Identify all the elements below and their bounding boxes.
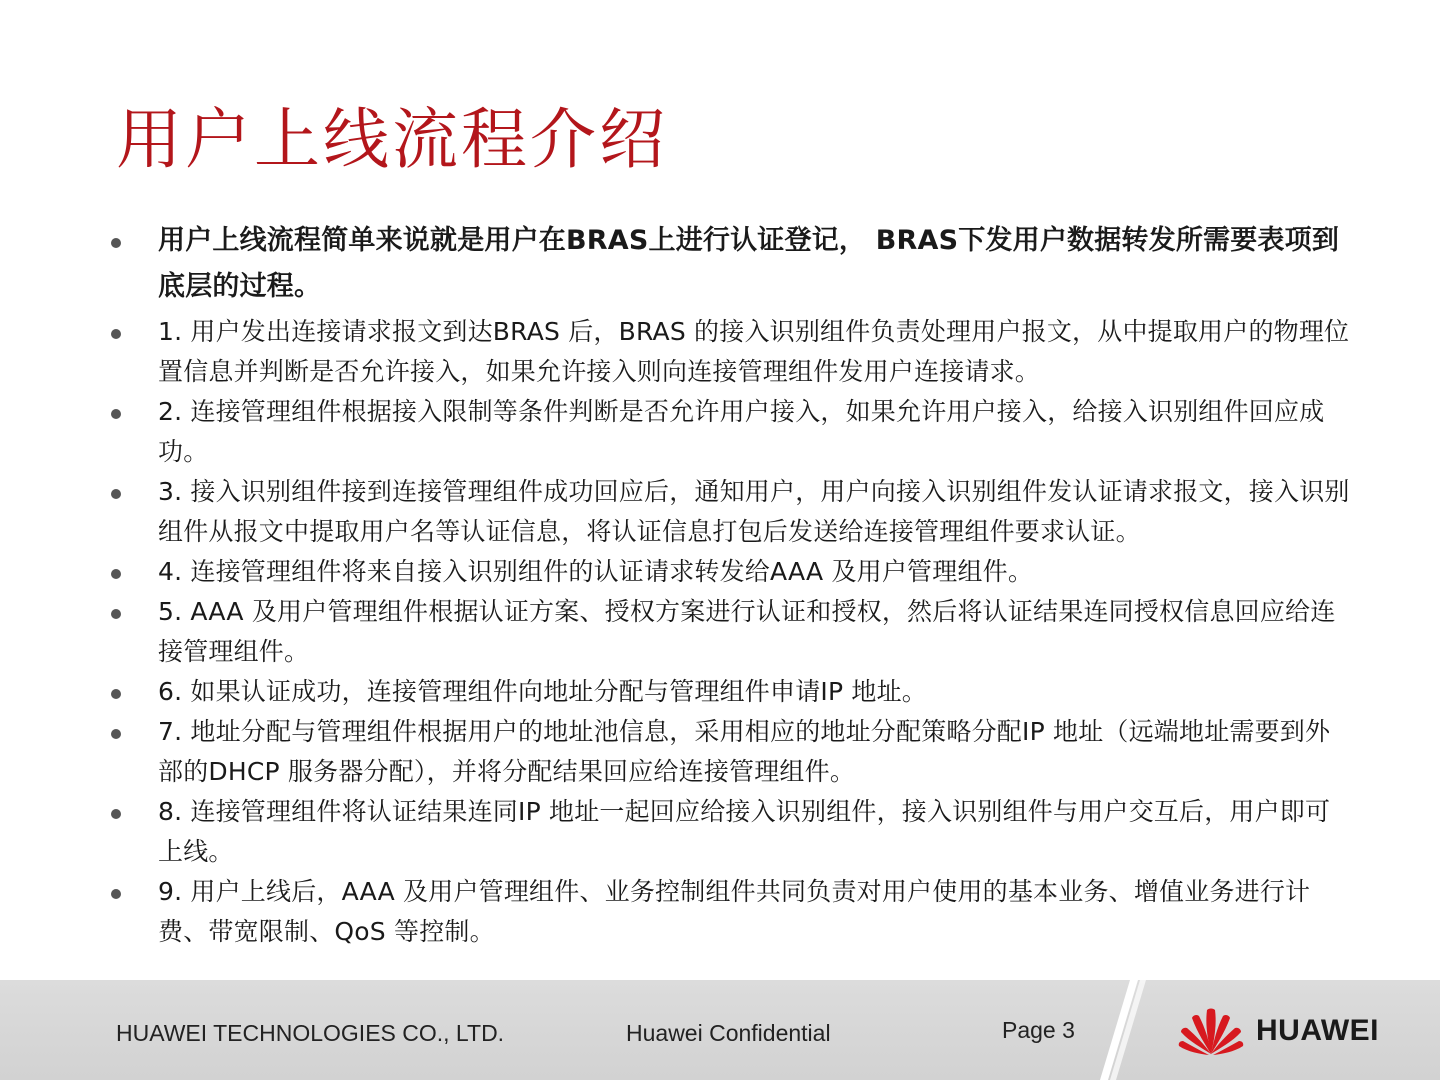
bullet-summary: 用户上线流程简单来说就是用户在BRAS上进行认证登记， BRAS下发用户数据转发所需要表项到底层的过程。	[104, 218, 1354, 310]
slide-footer	[0, 980, 1440, 1080]
huawei-logo	[1178, 1006, 1379, 1056]
slide-title: 用户上线流程介绍	[116, 101, 668, 178]
bullet-step-4: 4. 连接管理组件将来自接入识别组件的认证请求转发给AAA 及用户管理组件。	[104, 552, 1354, 592]
bullet-step-6: 6. 如果认证成功，连接管理组件向地址分配与管理组件申请IP 地址。	[104, 672, 1354, 712]
bullet-step-9: 9. 用户上线后，AAA 及用户管理组件、业务控制组件共同负责对用户使用的基本业务、增值业务进行计费、带宽限制、QoS 等控制。	[104, 872, 1354, 952]
bullet-list	[104, 218, 1354, 952]
confidential-label: Huawei Confidential	[626, 1020, 831, 1046]
bullet-step-8: 8. 连接管理组件将认证结果连同IP 地址一起回应给接入识别组件，接入识别组件与用户交互后，用户即可上线。	[104, 792, 1354, 872]
footer-divider-slash	[1100, 980, 1170, 1080]
bullet-step-7: 7. 地址分配与管理组件根据用户的地址池信息，采用相应的地址分配策略分配IP 地址（远端地址需要到外部的DHCP 服务器分配），并将分配结果回应给连接管理组件。	[104, 712, 1354, 792]
bullet-step-5: 5. AAA 及用户管理组件根据认证方案、授权方案进行认证和授权，然后将认证结果连同授权信息回应给连接管理组件。	[104, 592, 1354, 672]
page-number: Page 3	[1002, 1017, 1075, 1043]
company-name: HUAWEI TECHNOLOGIES CO., LTD.	[116, 1020, 505, 1046]
logo-wordmark: HUAWEI	[1256, 1014, 1379, 1047]
huawei-petal-logo-icon	[1178, 1006, 1244, 1056]
bullet-step-3: 3. 接入识别组件接到连接管理组件成功回应后，通知用户，用户向接入识别组件发认证请求报文，接入识别组件从报文中提取用户名等认证信息，将认证信息打包后发送给连接管理组件要求认证。	[104, 472, 1354, 552]
bullet-step-1: 1. 用户发出连接请求报文到达BRAS 后，BRAS 的接入识别组件负责处理用户报文，从中提取用户的物理位置信息并判断是否允许接入，如果允许接入则向连接管理组件发用户连接请求。	[104, 312, 1354, 392]
bullet-step-2: 2. 连接管理组件根据接入限制等条件判断是否允许用户接入，如果允许用户接入，给接入识别组件回应成功。	[104, 392, 1354, 472]
